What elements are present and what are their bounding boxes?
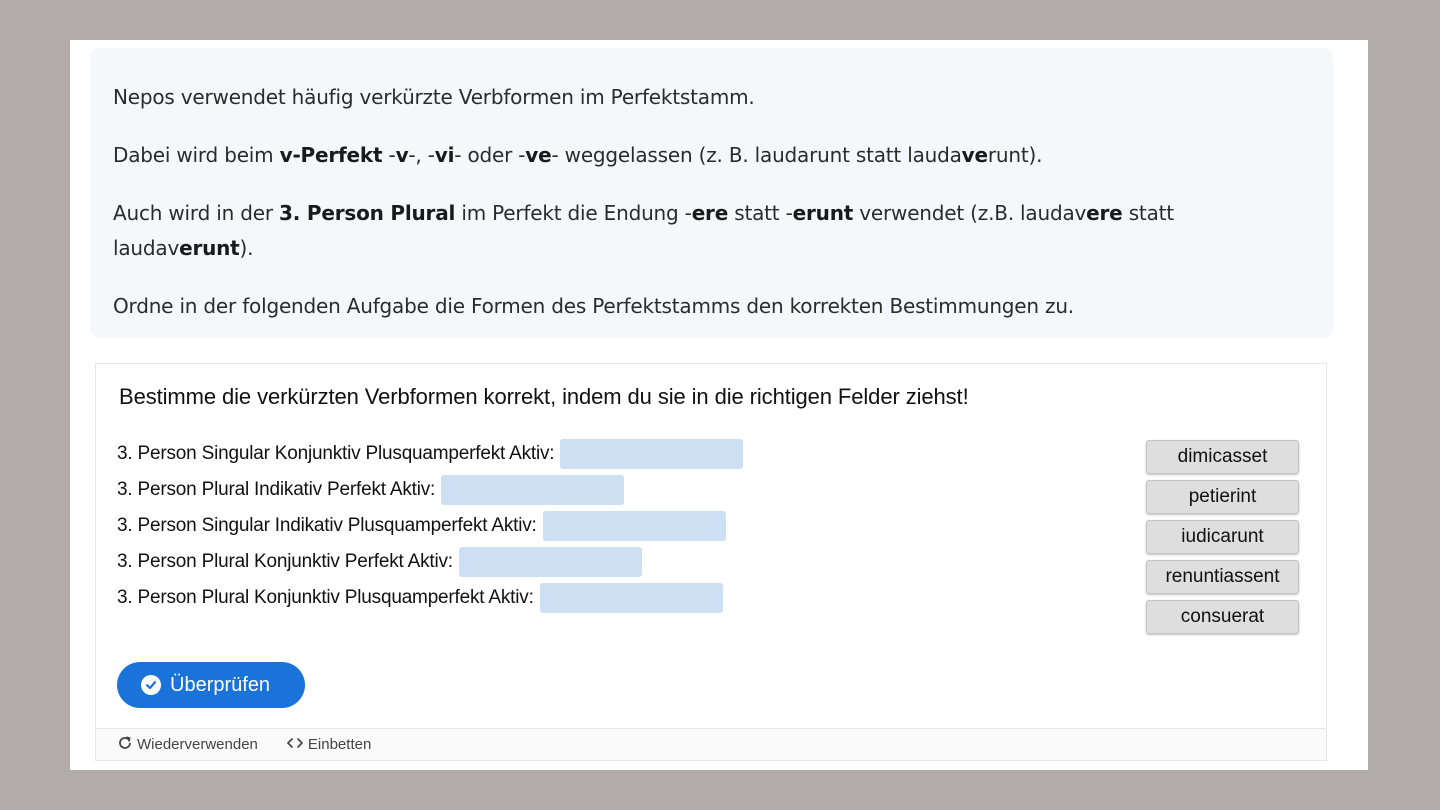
task-row [117,436,743,472]
row-label: 3. Person Plural Konjunktiv Perfekt Aktiv: [117,551,453,572]
drag-text-task [95,363,1327,761]
intro-paragraph-4: Ordne in der folgenden Aufgabe die Formen des Perfektstamms den korrekten Bestimmungen zu. [113,294,1074,318]
task-title: Bestimme die verkürzten Verbformen korrekt, indem du sie in die richtigen Felder ziehst! [119,384,969,409]
draggable-word-iudicarunt[interactable]: iudicarunt [1146,520,1299,554]
footer-bar [96,728,1326,760]
dropzone[interactable] [441,475,624,505]
intro-box [90,48,1333,338]
row-label: 3. Person Singular Konjunktiv Plusquamperfekt Aktiv: [117,443,555,464]
dropzone[interactable] [543,511,726,541]
draggable-words [1146,440,1299,640]
embed-label: Einbetten [307,736,372,753]
row-label: 3. Person Plural Konjunktiv Plusquamperfekt Aktiv: [117,587,534,608]
check-circle-icon [141,675,161,695]
intro-paragraph-3: Auch wird in der 3. Person Plural im Perfekt die Endung -ere statt -erunt verwendet (z.B. laudavere statt laudaverunt). [113,201,1174,260]
reuse-link[interactable] [117,735,258,755]
draggable-word-petierint[interactable]: petierint [1146,480,1299,514]
reuse-label: Wiederverwenden [137,736,258,753]
intro-paragraph-2: Dabei wird beim v-Perfekt -v-, -vi- oder -ve- weggelassen (z. B. laudarunt statt laudaverunt). [113,143,1043,167]
draggable-word-consuerat[interactable]: consuerat [1146,600,1299,634]
intro-paragraph-1: Nepos verwendet häufig verkürzte Verbformen im Perfektstamm. [113,85,755,109]
check-button-label: Überprüfen [170,673,271,696]
code-icon [286,736,304,754]
task-rows [117,436,743,616]
task-row [117,544,743,580]
reload-icon [117,735,133,755]
draggable-word-renuntiassent[interactable]: renuntiassent [1146,560,1299,594]
page [70,40,1368,770]
task-row [117,472,743,508]
task-row [117,508,743,544]
embed-link[interactable] [286,736,371,754]
task-row [117,580,743,616]
check-button[interactable] [117,662,305,708]
draggable-word-dimicasset[interactable]: dimicasset [1146,440,1299,474]
row-label: 3. Person Plural Indikativ Perfekt Aktiv: [117,479,436,500]
row-label: 3. Person Singular Indikativ Plusquamperfekt Aktiv: [117,515,537,536]
dropzone[interactable] [560,439,743,469]
dropzone[interactable] [540,583,723,613]
dropzone[interactable] [459,547,642,577]
